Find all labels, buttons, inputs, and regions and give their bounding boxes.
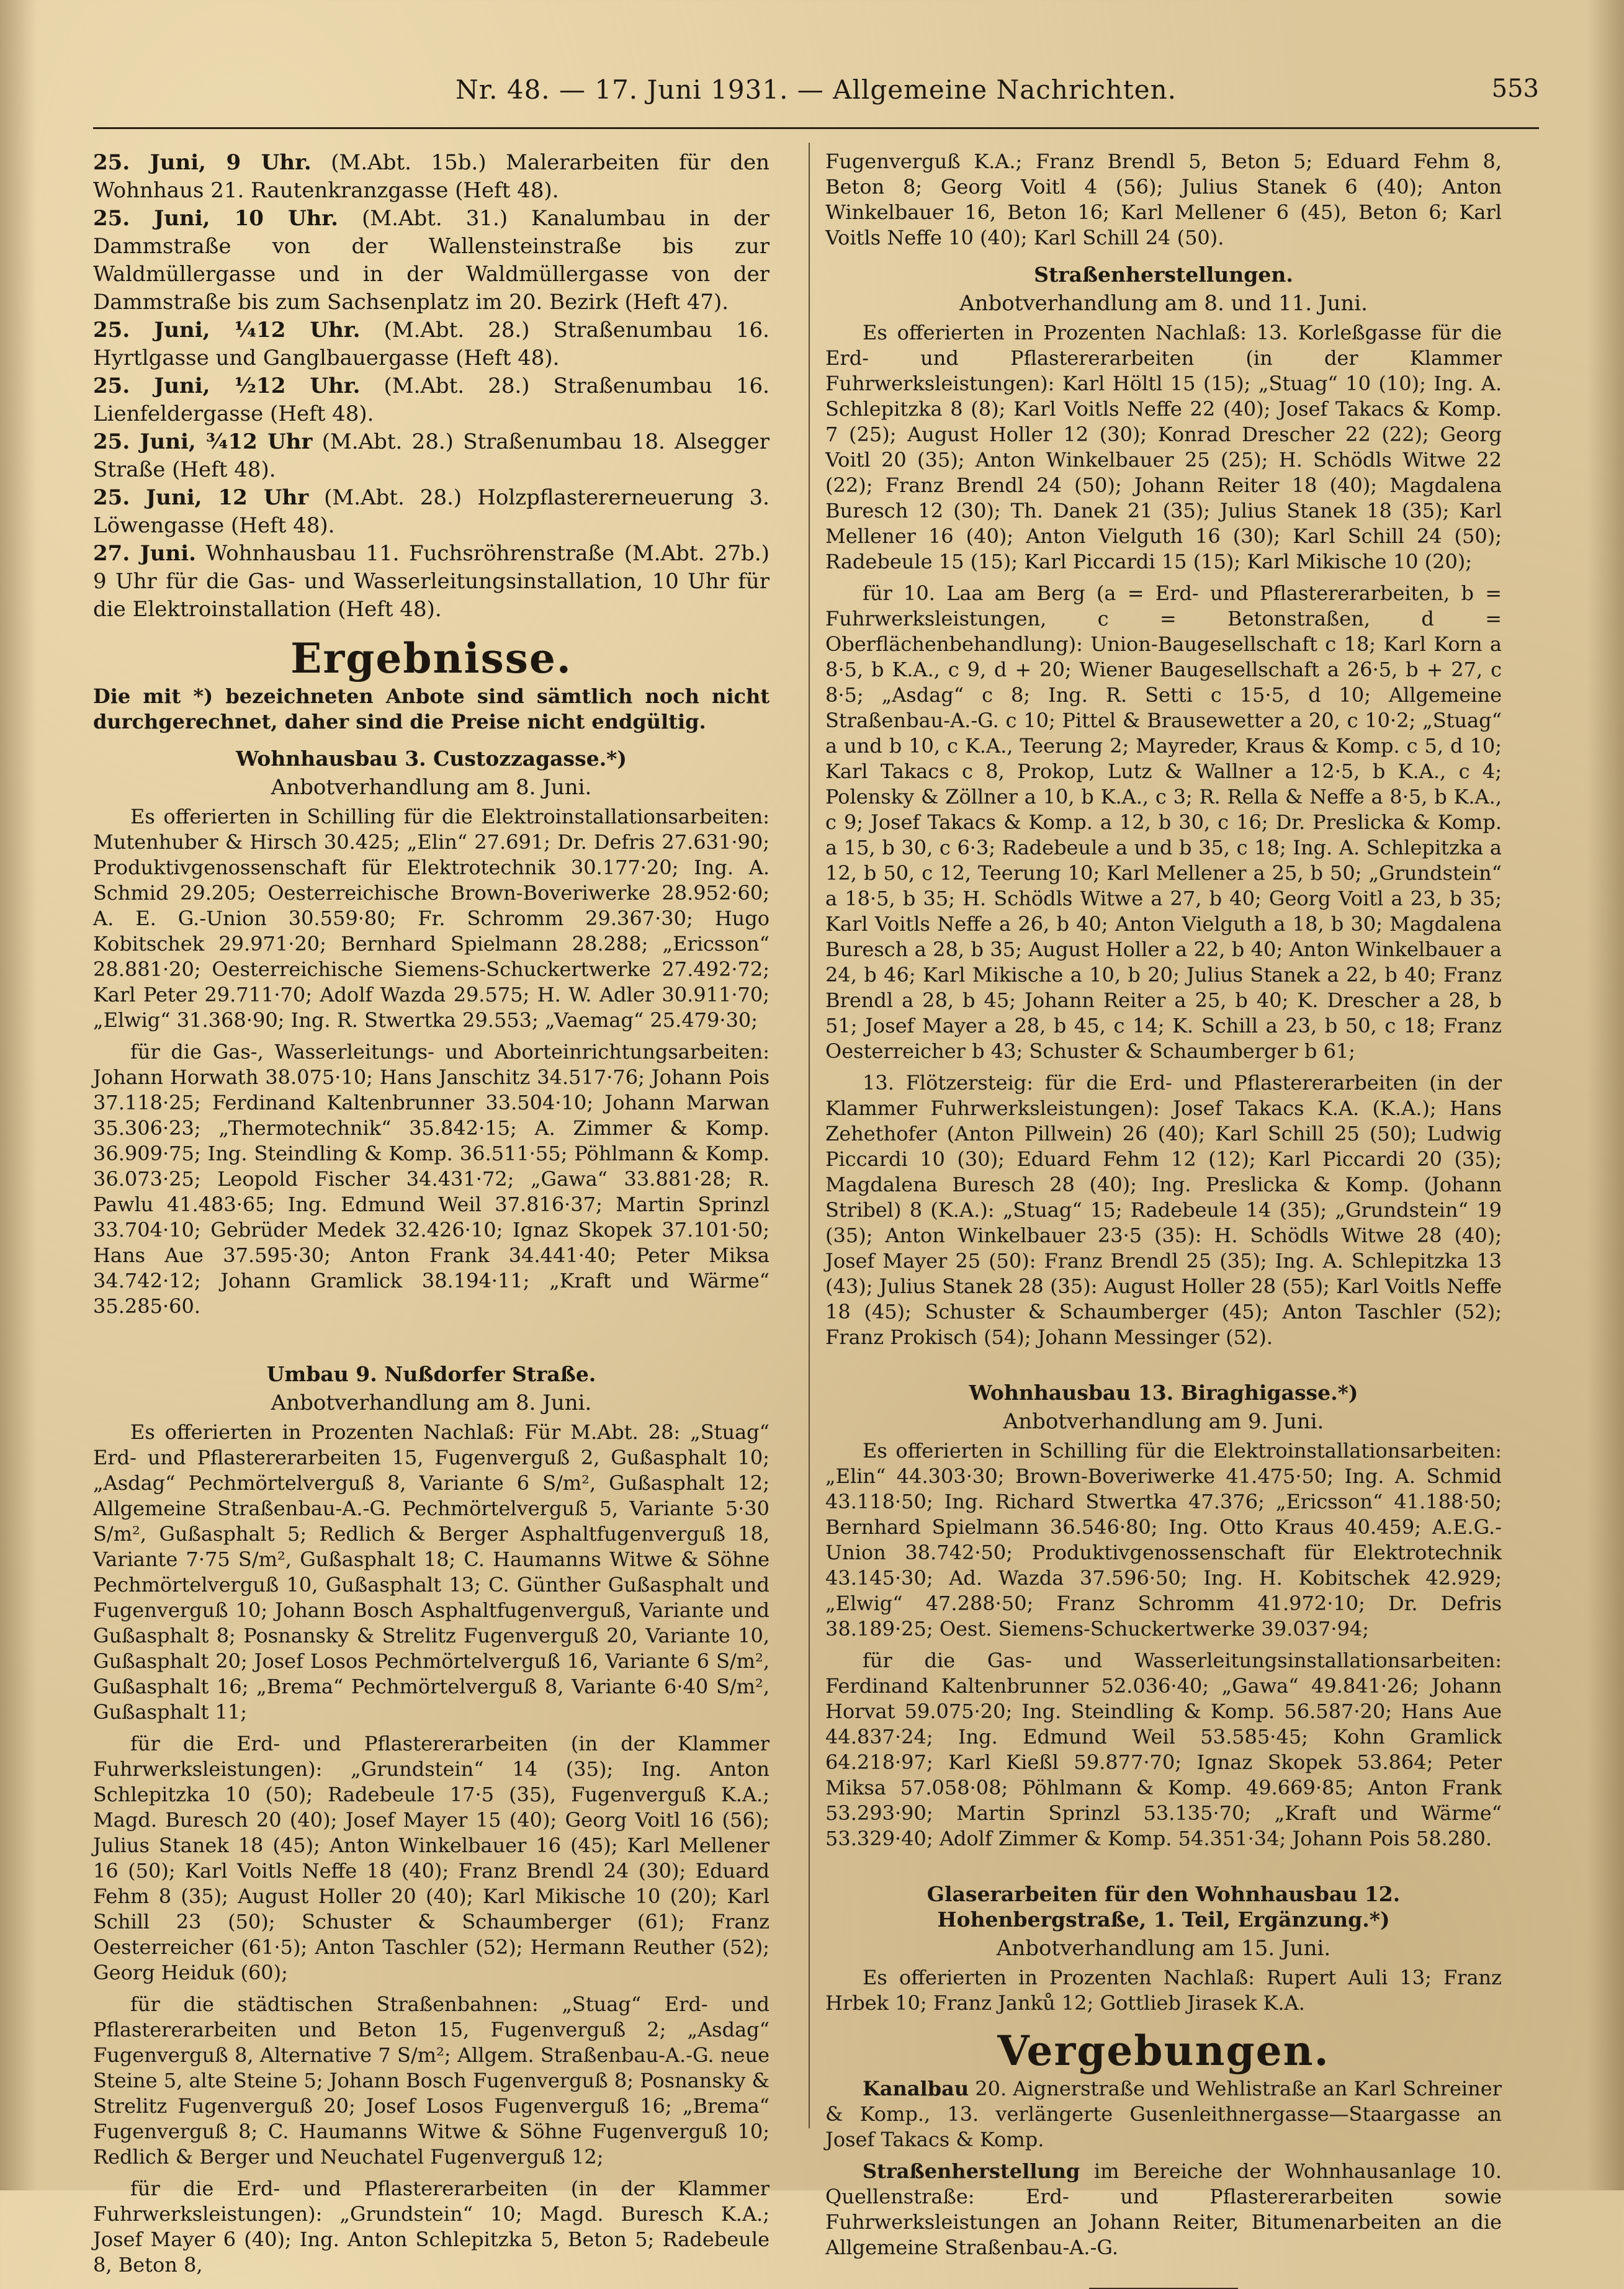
schedule-entry: 27. Juni. Wohnhausbau 11. Fuchsröhrenstraße (M.Abt. 27b.) 9 Uhr für die Gas- und Wasserleitungsinstallation, 10 Uhr für die Elektroinstallation (Heft 48).: [93, 541, 769, 622]
award-paragraph: Kanalbau 20. Aignerstraße und Wehlistraße an Karl Schreiner & Komp., 13. verlängerte Gusenleithnergasse—Staargasse an Josef Takacs & Komp.: [825, 2077, 1502, 2151]
running-title: Nr. 48. — 17. Juni 1931. — Allgemeine Nachrichten.: [455, 74, 1177, 105]
section-title: Umbau 9. Nußdorfer Straße.: [266, 1362, 596, 1386]
offer-paragraph: für die Erd- und Pflastererarbeiten (in der Klammer Fuhrwerksleistungen): „Grundstein“ 14 (35); Ing. Anton Schlepitzka 10 (50); Radebeule 17·5 (35), Fugenverguß K.A.; Magd. Buresch 20 (40); Josef Mayer 15 (40); Georg Voitl 16 (56); Julius Stanek 18 (45); Anton Winkelbauer 16 (45); Karl Mellener 16 (50); Karl Voitls Neffe 18 (40); Franz Brendl 24 (30); Eduard Fehm 8 (35); August Holler 20 (40); Karl Mikische 10 (20); Karl Schill 23 (50); Schuster & Schaumberger (61); Franz Oesterreicher (61·5); Anton Taschler (52); Hermann Reuther (52); Georg Heiduk (60);: [93, 1732, 769, 1984]
vergebungen-heading: Vergebungen.: [997, 2027, 1330, 2075]
right-column: [825, 149, 1502, 2289]
page-number: 553: [1491, 74, 1539, 103]
offer-paragraph: für die Erd- und Pflastererarbeiten (in der Klammer Fuhrwerksleistungen): „Grundstein“ 10; Magd. Buresch K.A.; Josef Mayer 6 (40); Ing. Anton Schlepitzka 5, Beton 5; Radebeule 8, Beton 8,: [93, 2177, 769, 2277]
ergebnisse-note: Die mit *) bezeichneten Anbote sind sämtlich noch nicht durchgerechnet, daher sind die Preise nicht endgültig.: [93, 684, 769, 733]
page-header: [93, 74, 1539, 118]
offer-paragraph: für 10. Laa am Berg (a = Erd- und Pflastererarbeiten, b = Fuhrwerksleistungen, c = Betonstraßen, d = Oberflächenbehandlung): Union-Baugesellschaft c 18; Karl Korn a 8·5, b K.A., c 9, d + 20; Wiener Baugesellschaft a 26·5, b + 27, c 8·5; „Asdag“ c 8; Ing. R. Setti c 15·5, d 10; Allgemeine Straßenbau-A.-G. c 10; Pittel & Brausewetter a 20, c 10·2; „Stuag“ a und b 10, c K.A., Teerung 2; Mayreder, Kraus & Komp. c 5, d 10; Karl Takacs c 8, Prokop, Lutz & Wallner a 12·5, b K.A., c 4; Polensky & Zöllner a 10, b K.A., c 3; R. Rella & Neffe a 8·5, b K.A., c 9; Josef Takacs & Komp. a 12, b 30, c 16; Dr. Preslicka & Komp. a 15, b 30, c 6·3; Radebeule a und b 35, c 18; Ing. A. Schlepitzka a 12, b 50, c 12, Teerung 10; Karl Mellener a 25, b 50; „Grundstein“ a 18·5, b 35; H. Schödls Witwe a 27, b 40; Georg Voitl a 23, b 35; Karl Voitls Neffe a 26, b 40; Anton Vielguth a 18, b 30; Magdalena Buresch a 28, b 35; August Holler a 22, b 40; Anton Winkelbauer a 24, b 46; Karl Mikische a 10, b 20; Julius Stanek a 22, b 40; Franz Brendl a 28, b 45; Johann Reiter a 25, b 40; K. Drescher a 28, b 51; Josef Mayer a 28, b 45, c 14; K. Schill a 23, b 50, c 18; Franz Oesterreicher b 43; Schuster & Schaumberger b 61;: [825, 581, 1502, 1063]
offer-paragraph: Es offerierten in Prozenten Nachlaß: Für M.Abt. 28: „Stuag“ Erd- und Pflastererarbeiten 15, Fugenverguß 2, Gußasphalt 10; „Asdag“ Pechmörtelverguß 8, Variante 6 S/m², Gußasphalt 12; Allgemeine Straßenbau-A.-G. Pechmörtelverguß 5, Variante 5·30 S/m², Gußasphalt 5; Redlich & Berger Asphaltfugenverguß 18, Variante 7·75 S/m², Gußasphalt 18; C. Haumanns Witwe & Söhne Pechmörtelverguß 10, Gußasphalt 13; C. Günther Gußasphalt und Fugenverguß 10; Johann Bosch Asphaltfugenverguß, Variante und Gußasphalt 8; Posnansky & Strelitz Fugenverguß 20, Variante 10, Gußasphalt 20; Josef Losos Pechmörtelverguß 16, Variante 6 S/m², Gußasphalt 16; „Brema“ Pechmörtelverguß 8, Variante 6·40 S/m², Gußasphalt 11;: [93, 1420, 769, 1724]
header-rule: [93, 127, 1539, 129]
schedule-entry: 25. Juni, ¼12 Uhr. (M.Abt. 28.) Straßenumbau 16. Hyrtlgasse und Ganglbauergasse (Heft 48).: [93, 318, 769, 370]
offer-paragraph: Es offerierten in Prozenten Nachlaß: Rupert Auli 13; Franz Hrbek 10; Franz Janků 12; Gottlieb Jirasek K.A.: [825, 1966, 1502, 2015]
page-edge-left: [0, 0, 37, 2190]
continued-paragraph: Fugenverguß K.A.; Franz Brendl 5, Beton 5; Eduard Fehm 8, Beton 8; Georg Voitl 4 (56); Julius Stanek 6 (40); Anton Winkelbauer 16, Beton 16; Karl Mellener 6 (45), Beton 6; Karl Voitls Neffe 10 (40); Karl Schill 24 (50).: [825, 150, 1502, 249]
section-subtitle: Anbotverhandlung am 9. Juni.: [1003, 1409, 1324, 1434]
section-title: Glaserarbeiten für den Wohnhausbau 12. Hohenbergstraße, 1. Teil, Ergänzung.*): [926, 1882, 1401, 1932]
page-edge-right: [1587, 0, 1624, 2190]
ergebnisse-heading: Ergebnisse.: [290, 634, 572, 683]
schedule-entry: 25. Juni, ¾12 Uhr (M.Abt. 28.) Straßenumbau 18. Alsegger Straße (Heft 48).: [93, 429, 770, 482]
section-title: Wohnhausbau 3. Custozzagasse.*): [235, 746, 627, 771]
schedule-entry: 25. Juni, 12 Uhr (M.Abt. 28.) Holzpflastererneuerung 3. Löwengasse (Heft 48).: [93, 485, 769, 538]
section-subtitle: Anbotverhandlung am 8. Juni.: [271, 1391, 592, 1415]
offer-paragraph: Es offerierten in Schilling für die Elektroinstallationsarbeiten: „Elin“ 44.303·30; Brown-Boveriwerke 41.475·50; Ing. A. Schmid 43.118·50; Ing. Richard Stwertka 47.376; „Ericsson“ 41.188·50; Bernhard Spielmann 36.546·80; Ing. Otto Kraus 40.459; A.E.G.-Union 38.742·50; Produktivgenossenschaft für Elektrotechnik 43.145·30; Ad. Wazda 37.596·50; Ing. H. Kobitschek 42.929; „Elwig“ 47.288·50; Franz Schromm 41.972·10; Dr. Defris 38.189·25; Oest. Siemens-Schuckertwerke 39.037·94;: [825, 1439, 1502, 1641]
schedule-entry: 25. Juni, 9 Uhr. (M.Abt. 15b.) Malerarbeiten für den Wohnhaus 21. Rautenkranzgasse (Heft 48).: [93, 150, 769, 203]
offer-paragraph: 13. Flötzersteig: für die Erd- und Pflastererarbeiten (in der Klammer Fuhrwerksleistungen): Josef Takacs K.A. (K.A.); Hans Zehethofer (Anton Pillwein) 26 (40); Karl Schill 25 (50); Ludwig Piccardi 10 (30); Eduard Fehm 12 (12); Karl Piccardi 20 (35); Magdalena Buresch 28 (40); Ing. Preslicka & Komp. (Johann Stribel) 8 (K.A.): „Stuag“ 15; Radebeule 14 (35); „Grundstein“ 19 (35); Anton Winkelbauer 23·5 (35): H. Schödls Witwe 28 (40); Josef Mayer 25 (50): Franz Brendl 25 (35); Ing. A. Schlepitzka 13 (43); Julius Stanek 28 (35): August Holler 28 (55); Karl Voitls Neffe 18 (45); Schuster & Schaumberger (45); Anton Taschler (52); Franz Prokisch (54); Johann Messinger (52).: [825, 1071, 1502, 1349]
column-divider: [809, 143, 810, 2128]
section-subtitle: Anbotverhandlung am 8. und 11. Juni.: [959, 291, 1368, 316]
offer-paragraph: für die Gas- und Wasserleitungsinstallationsarbeiten: Ferdinand Kaltenbrunner 52.036·40; „Gawa“ 49.841·26; Johann Horvat 59.075·20; Ing. Steindling & Komp. 56.587·20; Hans Aue 44.837·24; Ing. Edmund Weil 53.585·45; Kohn Gramlick 64.218·97; Karl Kießl 59.877·70; Ignaz Skopek 53.864; Peter Miksa 57.058·08; Pöhlmann & Komp. 49.669·85; Anton Frank 53.293·90; Martin Sprinzl 53.135·70; „Kraft und Wärme“ 53.329·40; Adolf Zimmer & Komp. 54.351·34; Johann Pois 58.280.: [825, 1649, 1502, 1850]
section-subtitle: Anbotverhandlung am 8. Juni.: [271, 775, 592, 800]
award-paragraph: Straßenherstellung im Bereiche der Wohnhausanlage 10. Quellenstraße: Erd- und Pflastererarbeiten sowie Fuhrwerksleistungen an Johann Reiter, Bitumenarbeiten an die Allgemeine Straßenbau-A.-G.: [825, 2159, 1502, 2259]
offer-paragraph: Es offerierten in Prozenten Nachlaß: 13. Korleßgasse für die Erd- und Pflastererarbeiten (in der Klammer Fuhrwerksleistungen): Karl Höltl 15 (15); „Stuag“ 10 (10); Ing. A. Schlepitzka 8 (8); Karl Voitls Neffe 22 (40); Josef Takacs & Komp. 7 (25); August Holler 12 (30); Konrad Drescher 22 (22); Georg Voitl 20 (35); Anton Winkelbauer 25 (25); H. Schödls Witwe 22 (22); Franz Brendl 24 (50); Johann Reiter 18 (40); Magdalena Buresch 12 (30); Th. Danek 21 (35); Julius Stanek 18 (35); Karl Mellener 16 (40); Anton Vielguth 16 (30); Karl Schill 24 (50); Radebeule 15 (15); Karl Piccardi 15 (15); Karl Mikische 10 (20);: [825, 321, 1502, 573]
offer-paragraph: Es offerierten in Schilling für die Elektroinstallationsarbeiten: Mutenhuber & Hirsch 30.425; „Elin“ 27.691; Dr. Defris 27.631·90; Produktivgenossenschaft für Elektrotechnik 30.177·20; Ing. A. Schmid 29.205; Oesterreichische Brown-Boveriwerke 28.952·60; A. E. G.-Union 30.559·80; Fr. Schromm 29.367·30; Hugo Kobitschek 29.971·20; Bernhard Spielmann 28.288; „Ericsson“ 28.881·20; Oesterreichische Siemens-Schuckertwerke 27.492·72; Karl Peter 29.711·70; Adolf Wazda 29.575; H. W. Adler 30.911·70; „Elwig“ 31.368·90; Ing. R. Stwertka 29.553; „Vaemag“ 25.479·30;: [93, 805, 769, 1032]
schedule-entry: 25. Juni, ½12 Uhr. (M.Abt. 28.) Straßenumbau 16. Lienfeldergasse (Heft 48).: [93, 374, 769, 426]
section-title: Straßenherstellungen.: [1034, 262, 1293, 287]
section-title: Wohnhausbau 13. Biraghigasse.*): [969, 1381, 1358, 1405]
schedule-entry: 25. Juni, 10 Uhr. (M.Abt. 31.) Kanalumbau in der Dammstraße von der Wallensteinstraße bis zur Waldmüllergasse und in der Waldmüllergasse von der Dammstraße bis zum Sachsenplatz im 20. Bezirk (Heft 47).: [93, 206, 769, 315]
offer-paragraph: für die städtischen Straßenbahnen: „Stuag“ Erd- und Pflastererarbeiten und Beton 15, Fugenverguß 2; „Asdag“ Fugenverguß 8, Alternative 7 S/m²; Allgem. Straßenbau-A.-G. neue Steine 5, alte Steine 5; Johann Bosch Fugenverguß 8; Posnansky & Strelitz Fugenverguß 20; Josef Losos Fugenverguß 16; „Brema“ Fugenverguß 8; C. Haumanns Witwe & Söhne Fugenverguß 10; Redlich & Berger und Neuchatel Fugenverguß 12;: [93, 1992, 769, 2169]
offer-paragraph: für die Gas-, Wasserleitungs- und Aborteinrichtungsarbeiten: Johann Horwath 38.075·10; Hans Janschitz 34.517·76; Johann Pois 37.118·25; Ferdinand Kaltenbrunner 33.504·10; Johann Marwan 35.306·23; „Thermotechnik“ 35.842·15; A. Zimmer & Komp. 36.909·75; Ing. Steindling & Komp. 36.511·55; Pöhlmann & Komp. 36.073·25; Leopold Fischer 34.431·72; „Gawa“ 33.881·28; R. Pawlu 41.483·65; Ing. Edmund Weil 37.816·37; Martin Sprinzl 33.704·10; Gebrüder Medek 32.426·10; Ignaz Skopek 37.101·50; Hans Aue 37.595·30; Anton Frank 34.441·40; Peter Miksa 34.742·12; Johann Gramlick 38.194·11; „Kraft und Wärme“ 35.285·60.: [93, 1040, 769, 1318]
left-column: [93, 149, 769, 2278]
section-subtitle: Anbotverhandlung am 15. Juni.: [996, 1936, 1331, 1961]
